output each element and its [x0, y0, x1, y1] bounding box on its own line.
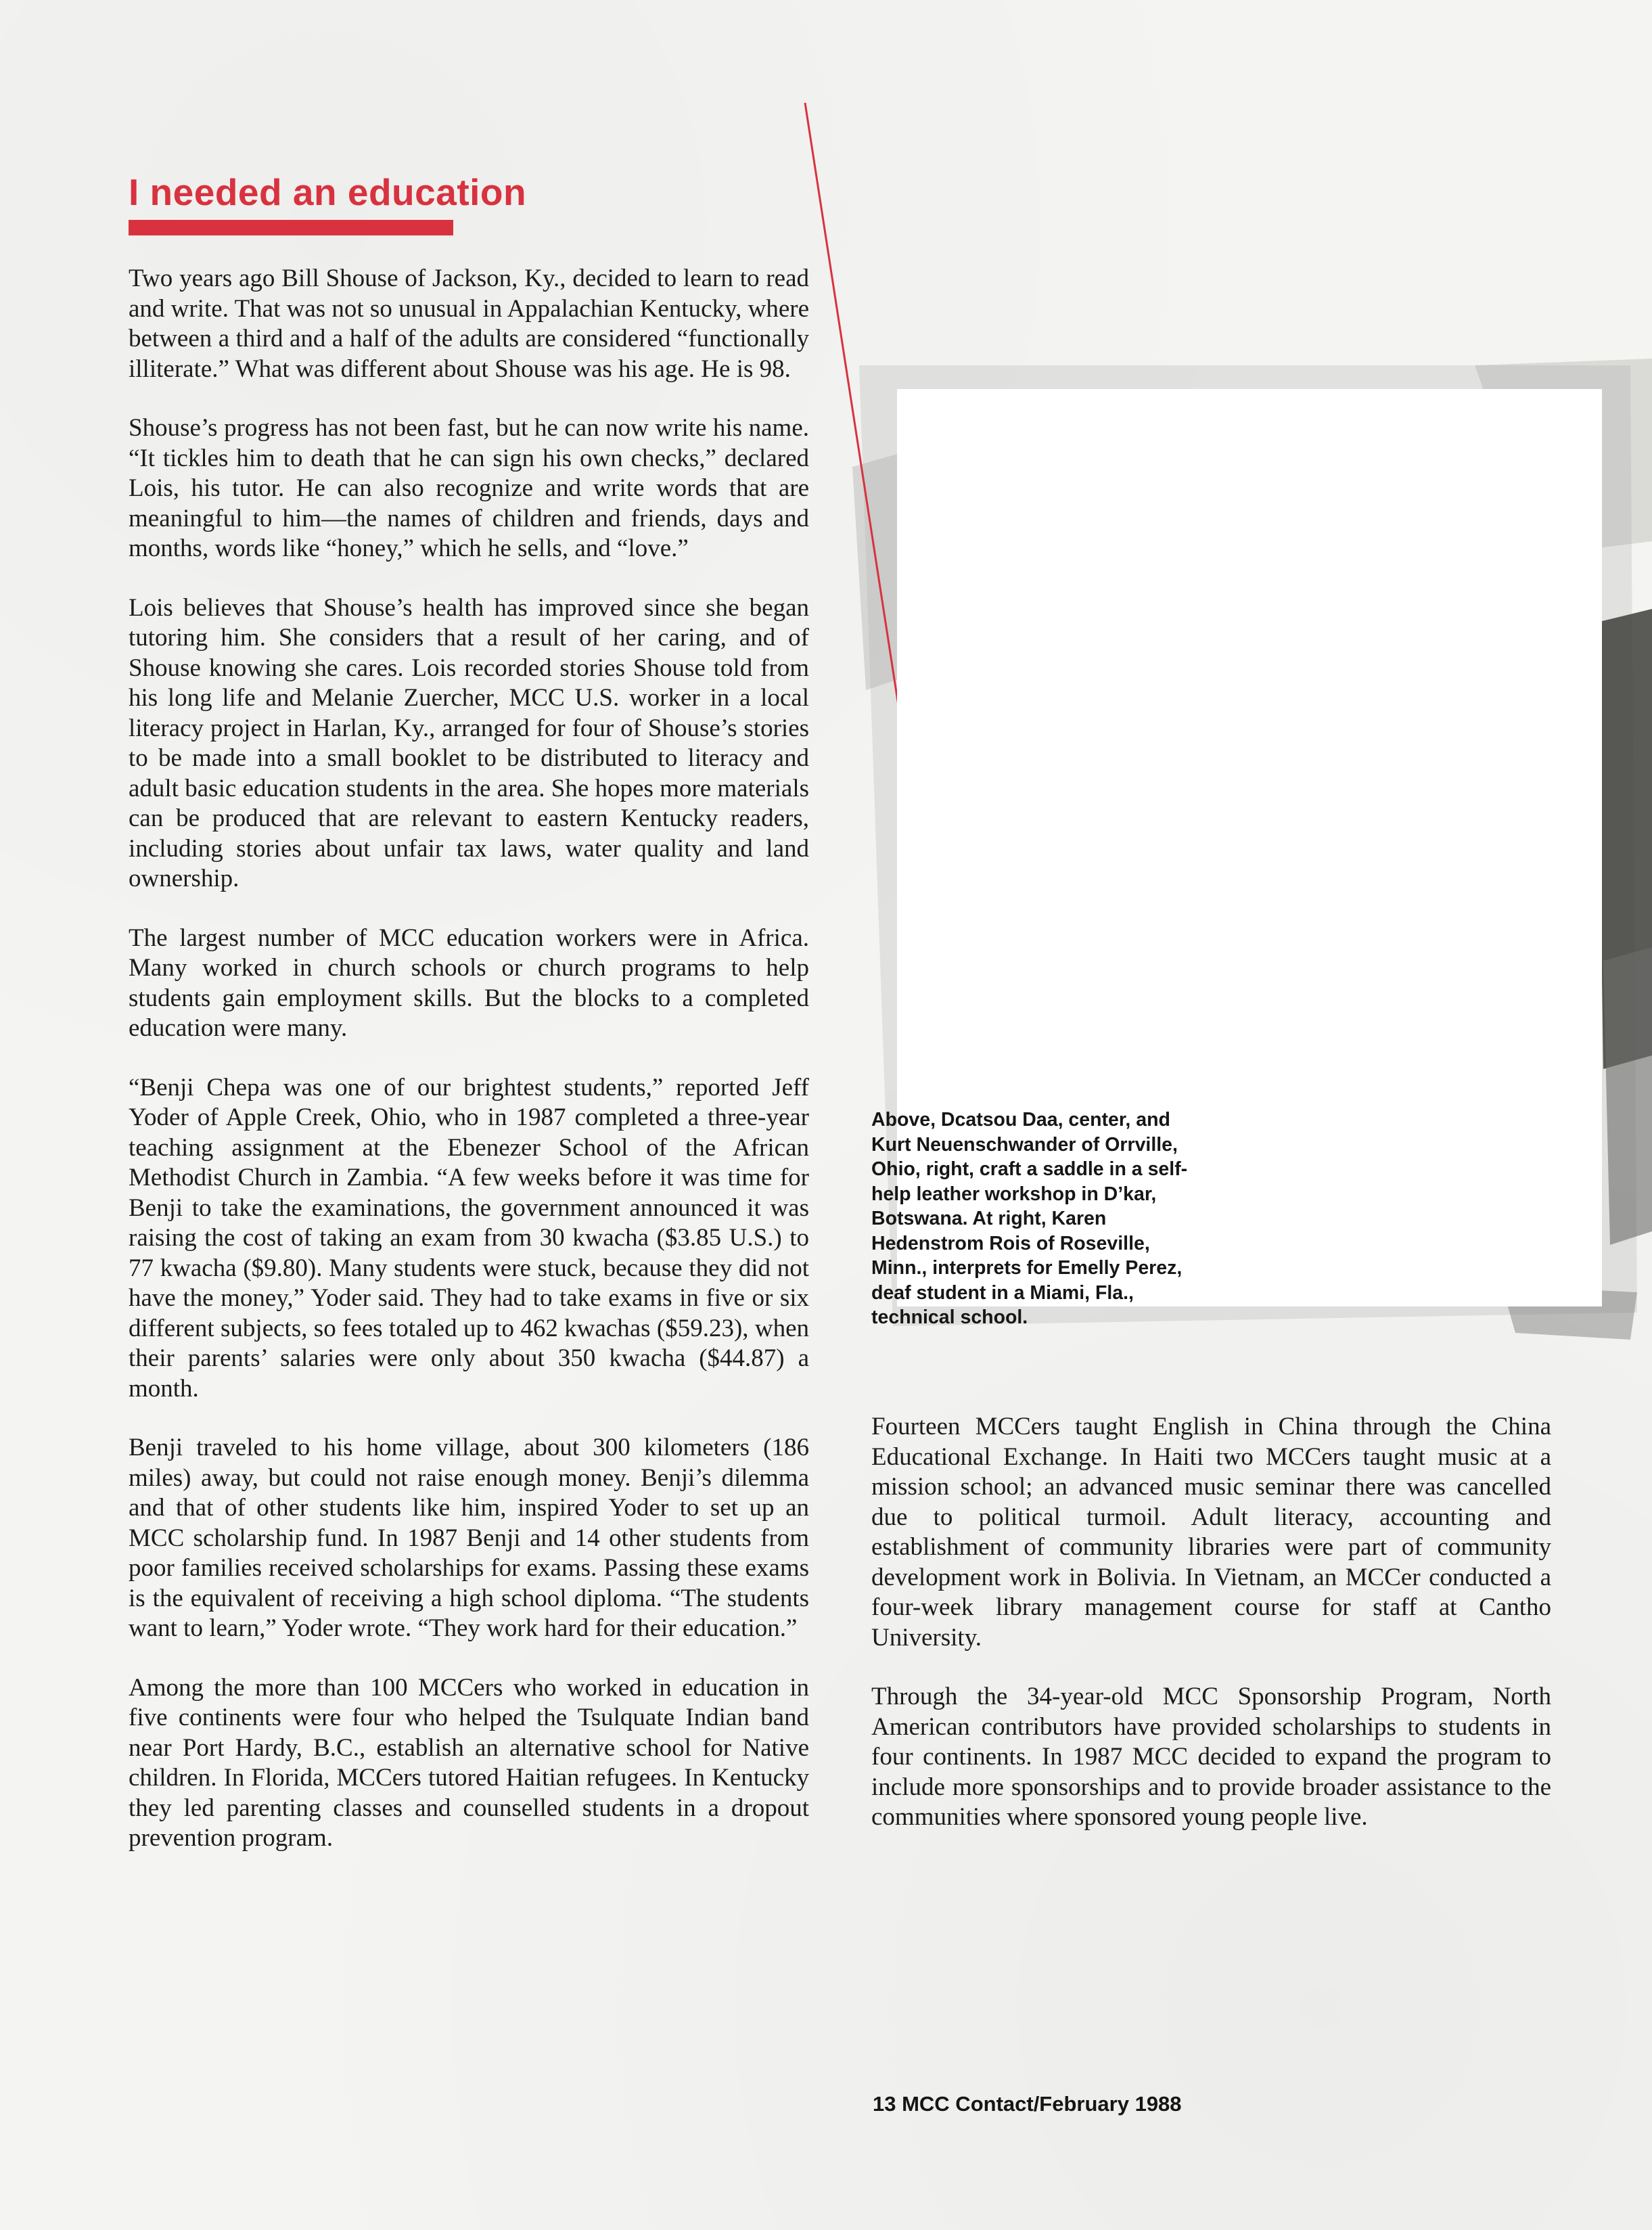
paragraph: “Benji Chepa was one of our brightest students,” reported Jeff Yoder of Apple Creek, Ohio, who in 1987 completed a three-year teaching assignment at the Ebenezer School of the African Methodist Church in Zambia. “A few weeks before it was time for Benji to take the examinations, the government announced it was raising the cost of taking an exam from 30 kwacha ($3.85 U.S.) to 77 kwacha ($9.80). Many students were stuck, because they did not have the money,” Yoder said. They had to take exams in five or six different subjects, so fees totaled up to 462 kwachas ($59.23), when their parents’ salaries were only about 350 kwacha ($44.87) a month. [129, 1073, 809, 1403]
headline-underline-bar [129, 220, 453, 235]
paragraph: Shouse’s progress has not been fast, but he can now write his name. “It tickles him to death that he can sign his own checks,” declared Lois, his tutor. He can also recognize and write words that are meaningful to him—the names of children and friends, days and months, words like “honey,” which he sells, and “love.” [129, 414, 809, 562]
right-text-column [871, 1412, 1551, 1862]
left-text-column [129, 264, 809, 1883]
page-footer: 13 MCC Contact/February 1988 [873, 2092, 1182, 2116]
paragraph: Two years ago Bill Shouse of Jackson, Ky., decided to learn to read and write. That was not so unusual in Appalachian Kentucky, where between a third and a half of the adults are considered “functionally illiterate.” What was different about Shouse was his age. He is 98. [129, 265, 809, 383]
paragraph: Among the more than 100 MCCers who worked in education in five continents were four who helped the Tsulquate Indian band near Port Hardy, B.C., establish an alternative school for Native children. In Florida, MCCers tutored Haitian refugees. In Kentucky they led parenting classes and counselled students in a dropout prevention program. [129, 1673, 809, 1852]
photo-caption: Above, Dcatsou Daa, center, and Kurt Neuenschwander of Orrville, Ohio, right, craft a saddle in a self-help leather workshop in D’kar, Botswana. At right, Karen Hedenstrom Rois of Roseville, Minn., interprets for Emelly Perez, deaf student in a Miami, Fla., technical school. [871, 1109, 1188, 1328]
article-headline: I needed an education [129, 171, 527, 213]
paragraph: Benji traveled to his home village, about 300 kilometers (186 miles) away, but could not raise enough money. Benji’s dilemma and that of other students like him, inspired Yoder to set up an MCC scholarship fund. In 1987 Benji and 14 other students from poor families received scholarships for exams. Passing these exams is the equivalent of receiving a high school diploma. “The students want to learn,” Yoder wrote. “They work hard for their education.” [129, 1434, 809, 1642]
paragraph: Lois believes that Shouse’s health has improved since she began tutoring him. She considers that a result of her caring, and of Shouse knowing she cares. Lois recorded stories Shouse told from his long life and Melanie Zuercher, MCC U.S. worker in a local literacy project in Harlan, Ky., arranged for four of Shouse’s stories to be made into a small booklet to be distributed to literacy and adult basic education students in the area. She hopes more materials can be produced that are relevant to eastern Kentucky readers, including stories about unfair tax laws, water quality and land ownership. [129, 593, 809, 892]
paragraph: The largest number of MCC education workers were in Africa. Many worked in church schools or church programs to help students gain employment skills. But the blocks to a completed education were many. [129, 924, 809, 1042]
paragraph: Fourteen MCCers taught English in China through the China Educational Exchange. In Haiti two MCCers taught music at a mission school; an advanced music seminar there was cancelled due to political turmoil. Adult literacy, accounting and establishment of community libraries were part of community development work in Bolivia. In Vietnam, an MCCer conducted a four-week library management course for staff at Cantho University. [871, 1413, 1551, 1652]
paragraph: Through the 34-year-old MCC Sponsorship Program, North American contributors have provided scholarships to students in four continents. In 1987 MCC decided to expand the program to include more sponsorships and to provide broader assistance to the communities where sponsored young people live. [871, 1683, 1551, 1831]
